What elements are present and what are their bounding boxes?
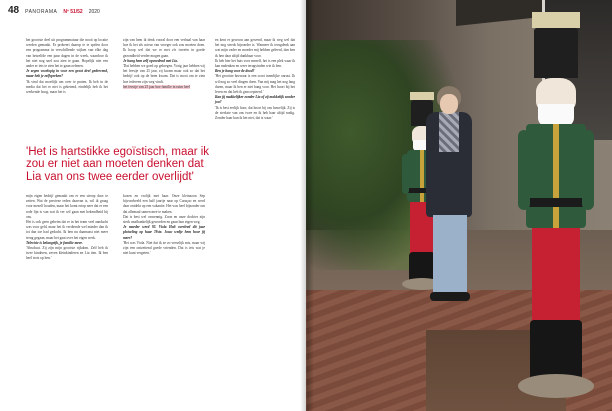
article-column-1-lower (26, 194, 108, 262)
highlighted-text: het feestje van 25 jaar (123, 84, 155, 89)
paragraph: mijn eigen bedrijf gemaakt om er een sterop door te zetten. Wat de precieze reden daarvan is, wil ik graag voor mezelf houden, maar het komt ertop neer dat er een rode lijn is van wat ik ver wil gaan met bekendheid bij ons. (26, 194, 108, 219)
paragraph: en kent er gewoon aan gewend, maar ik weg wel dat het nog steeds bijzonder is. Wanneer ik terugdenk aan wat mijn vader en moeder mij hebben geleerd, dan ben ik hen daar altijd dankbaar voor. (215, 38, 295, 58)
magazine-name: PANORAMA (25, 9, 58, 15)
interview-question: Kan jij makkelijker zonder Lia of zij makkelijk zonder jou? (215, 95, 295, 105)
right-page (306, 0, 612, 411)
paragraph: kozen en vrolijk met haar. Onze kleinzoon Sep bijvoorbeeld een half jaartje naar op Curaçao en werd daar ontdekt op een vakantie. Het was heel bijzonder om dat allemaal samen mee te maken. (123, 194, 205, 214)
paragraph: Het is ook geen geheim dat er in het team veel aandacht was voor geld, maar het ik verdiende wel minder dan ik tot dan toe had gedacht. Ik ben nu daarnaast niet meer terug gegaan, maar het gaat over het eigen werk. (26, 220, 108, 240)
page-number: 48 (8, 5, 20, 16)
interview-answer: 'Ik vind dat moeilijk om over te praten. Ik heb in de media dat het er niet is geketend, eindelijk heb ik het werkende hoog, maar het is (26, 79, 108, 95)
pull-quote: 'Het is hartstikke egoïstisch, maar ik zou er niet aan moeten denken dat Lia van ons twee eerder overlijdt' (26, 146, 210, 183)
paragraph: Ik heb hier het huis voor mezelf, het is een plek waar ik kan nadenken en weer terugvinden wie ik ben. (215, 58, 295, 69)
interview-answer: 'Absoluut. Zij zijn mijn grootste rijkdom. Zelf heb ik twee kinderen, zeven kleinkinderen en Lia tien. Ik ben heel trots op hen.' (26, 246, 108, 261)
interview-question: Je zegen voorlopig in voor een groot deel gedrevend, maar heb je zelfspreken? (26, 69, 108, 79)
issue-year: 2020 (88, 9, 100, 15)
portrait-photo (306, 0, 612, 411)
page-gutter (300, 0, 314, 411)
interview-question: Ben je bang voor de dood? (215, 69, 255, 74)
interview-question: Televisie is belangrijk, je familie meer. (26, 240, 83, 245)
interview-answer: 'Het grootste bezwaar is een soort innerlijke onrust. Ik wil nog zo veel dingen doen. Van mij mag het nog lang duren, maar ik ben er niet bang voor. Het hoort bij het leven en dat heb ik geaccepteerd.' (215, 74, 295, 95)
person-face (440, 94, 458, 114)
person-shoes (430, 292, 470, 301)
article-column-2 (123, 38, 205, 90)
nutcracker-figure-large (518, 12, 594, 404)
paragraph: Dat is best wel onwennig. Zoon en onze dochter zijn sterk onafhankelijk geworden en gaan hun eigen weg. (123, 214, 205, 225)
person-scarf (439, 112, 459, 152)
interview-question: Je moeder werd 92. Viola Holt overleed dit jaar plotseling op haar 78ste. Jouw wedje hem hoor jij meer? (123, 225, 205, 240)
article-column-2-lower (123, 194, 205, 256)
article-column-3 (215, 38, 295, 121)
highlighted-text: hoe familie in ruim heel (155, 84, 190, 89)
paragraph: het grootste deel uit programmatuur die nooit op locatie werden gemaakt. Er probeert daarop te te spelen door een programma in verschillende wijken van elke dag van hetzelfde een paar dagen in de week, waardoor ik het niet nog snel zou zien te gaan. Hopelijk niet een ander er iets te zien het te gaan oefenen. (26, 38, 108, 69)
person-jeans (433, 215, 467, 295)
highlight-group (123, 85, 205, 90)
page-header (8, 5, 100, 16)
issue-number: Nº 51/52 (63, 9, 83, 15)
interview-question: Je hang hem zelf opvoedend met Lia. (123, 58, 178, 63)
interview-answer: 'Dat hebben we goed op gekregen. Vorig jaar hebben wij het feestje van 25 jaar, zij kwam maar ook zo dat het bedrijf ook op de been kwam. Dat is mooi om te zien hoe iedereen zijn weg vindt. (123, 64, 205, 84)
interview-answer: 'Ik is best eerlijk hoor, dat hoort bij ons huwelijk. Zij is de sterkste van ons twee en ik heb haar altijd nodig. Zonder haar kan ik het niet, dat is waar.' (215, 105, 295, 121)
interview-answer: 'Het was Viola. Niet dat ik ze zo vreselijk mis, maar wij zijn een ontzettend goede vrienden. Dat is iets wat je niet kunt vergeten.' (123, 240, 205, 256)
article-column-1 (26, 38, 108, 95)
paragraph: zijn van hem ik denk vooral door een verhaal van haar hoe ik het als acteur van vroeger ook zou moeten doen. Ik hoop wel dat we er met z'n tweeën in goede gezondheid verder mogen gaan. (123, 38, 205, 58)
